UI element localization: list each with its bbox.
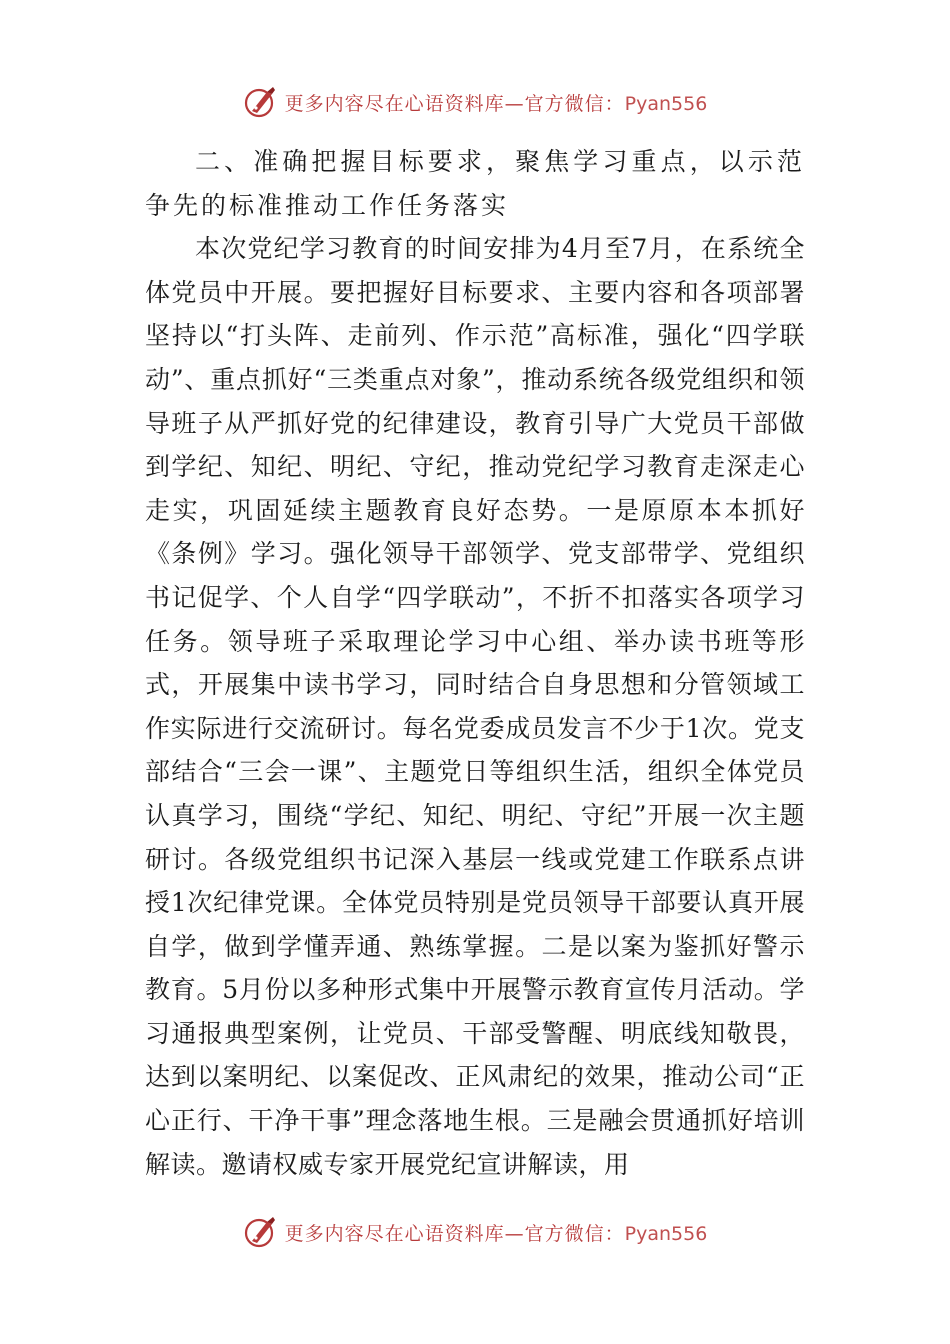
watermark-header bbox=[0, 82, 950, 122]
wechat-id: Pyan556 bbox=[624, 1222, 708, 1245]
watermark-footer bbox=[0, 1212, 950, 1252]
wechat-id: Pyan556 bbox=[624, 92, 708, 115]
document-body bbox=[145, 140, 805, 1186]
watermark-text: 更多内容尽在心语资料库—官方微信：Pyan556 bbox=[284, 92, 708, 115]
watermark-text: 更多内容尽在心语资料库—官方微信：Pyan556 bbox=[284, 1222, 708, 1245]
pen-nib-circle-icon bbox=[243, 84, 279, 120]
section-heading: 二、准确把握目标要求，聚焦学习重点，以示范争先的标准推动工作任务落实 bbox=[145, 147, 805, 220]
body-paragraph: 本次党纪学习教育的时间安排为4月至7月，在系统全体党员中开展。要把握好目标要求、主要内容和各项部署坚持以“打头阵、走前列、作示范”高标准，强化“四学联动”、重点抓好“三类重点对象”，推动系统各级党组织和领导班子从严抓好党的纪律建设，教育引导广大党员干部做到学纪、知纪、明纪、守纪，推动党纪学习教育走深走心走实，巩固延续主题教育良好态势。一是原原本本抓好《条例》学习。强化领导干部领学、党支部带学、党组织书记促学、个人自学“四学联动”，不折不扣落实各项学习任务。领导班子采取理论学习中心组、举办读书班等形式，开展集中读书学习，同时结合自身思想和分管领域工作实际进行交流研讨。每名党委成员发言不少于1次。党支部结合“三会一课”、主题党日等组织生活，组织全体党员认真学习，围绕“学纪、知纪、明纪、守纪”开展一次主题研讨。各级党组织书记深入基层一线或党建工作联系点讲授1次纪律党课。全体党员特别是党员领导干部要认真开展自学，做到学懂弄通、熟练掌握。二是以案为鉴抓好警示教育。5月份以多种形式集中开展警示教育宣传月活动。学习通报典型案例，让党员、干部受警醒、明底线知敬畏，达到以案明纪、以案促改、正风肃纪的效果，推动公司“正心正行、干净干事”理念落地生根。三是融会贯通抓好培训解读。邀请权威专家开展党纪宣讲解读，用 bbox=[145, 234, 805, 1179]
pen-nib-circle-icon bbox=[243, 1214, 279, 1250]
